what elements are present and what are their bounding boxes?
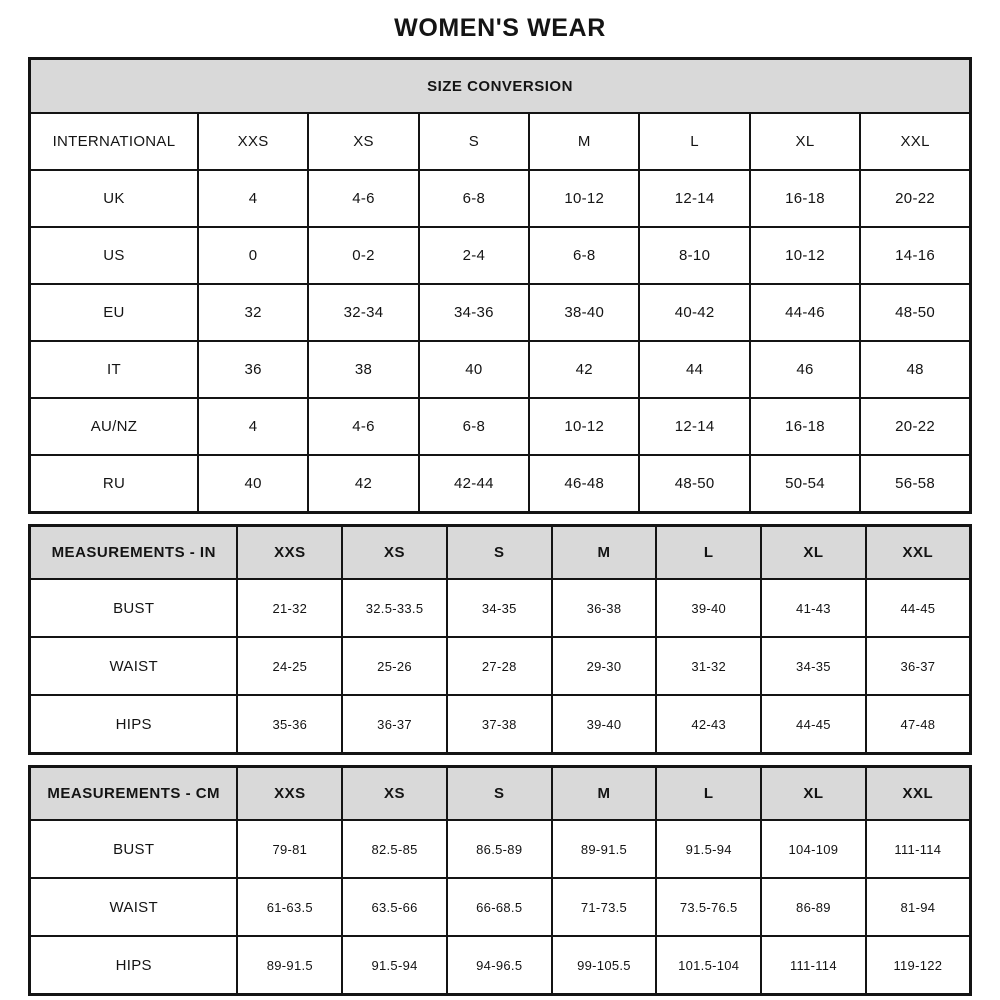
table-row: [30, 170, 971, 227]
data-cell: 10-12: [529, 398, 639, 455]
column-header-m: M: [529, 113, 639, 170]
data-cell: 36-38: [552, 579, 657, 637]
data-cell: 32.5-33.5: [342, 579, 447, 637]
data-cell: 38-40: [529, 284, 639, 341]
size-conversion-title-row: [30, 59, 971, 114]
row-label-it: IT: [30, 341, 198, 398]
data-cell: 44-46: [750, 284, 860, 341]
data-cell: 86.5-89: [447, 820, 552, 878]
data-cell: 47-48: [866, 695, 971, 754]
data-cell: 39-40: [552, 695, 657, 754]
table-row: [30, 341, 971, 398]
column-header-xl: XL: [761, 767, 866, 821]
size-conversion-header-row: [30, 113, 971, 170]
row-label-eu: EU: [30, 284, 198, 341]
data-cell: 56-58: [860, 455, 970, 513]
data-cell: 119-122: [866, 936, 971, 995]
data-cell: 20-22: [860, 170, 970, 227]
table-row: [30, 936, 971, 995]
data-cell: 44: [639, 341, 749, 398]
data-cell: 20-22: [860, 398, 970, 455]
column-header-m: M: [552, 526, 657, 580]
data-cell: 81-94: [866, 878, 971, 936]
measurements-cm-table: [28, 765, 972, 996]
data-cell: 36-37: [866, 637, 971, 695]
row-label-us: US: [30, 227, 198, 284]
column-header-s: S: [447, 526, 552, 580]
column-header-xxs: XXS: [198, 113, 308, 170]
data-cell: 79-81: [237, 820, 342, 878]
data-cell: 44-45: [761, 695, 866, 754]
column-header-xxl: XXL: [866, 767, 971, 821]
data-cell: 27-28: [447, 637, 552, 695]
row-label-waist: WAIST: [30, 637, 238, 695]
table-row: [30, 227, 971, 284]
row-label-uk: UK: [30, 170, 198, 227]
data-cell: 14-16: [860, 227, 970, 284]
data-cell: 91.5-94: [342, 936, 447, 995]
data-cell: 48-50: [860, 284, 970, 341]
data-cell: 16-18: [750, 398, 860, 455]
measurements-in-table: [28, 524, 972, 755]
data-cell: 0: [198, 227, 308, 284]
column-header-l: L: [656, 526, 761, 580]
data-cell: 34-35: [447, 579, 552, 637]
data-cell: 0-2: [308, 227, 418, 284]
column-header-xxs: XXS: [237, 526, 342, 580]
column-header-xxs: XXS: [237, 767, 342, 821]
data-cell: 2-4: [419, 227, 529, 284]
row-label-bust: BUST: [30, 820, 238, 878]
data-cell: 89-91.5: [552, 820, 657, 878]
data-cell: 86-89: [761, 878, 866, 936]
data-cell: 48: [860, 341, 970, 398]
data-cell: 82.5-85: [342, 820, 447, 878]
data-cell: 32-34: [308, 284, 418, 341]
data-cell: 89-91.5: [237, 936, 342, 995]
size-conversion-header-label: INTERNATIONAL: [30, 113, 198, 170]
column-header-l: L: [639, 113, 749, 170]
row-label-waist: WAIST: [30, 878, 238, 936]
data-cell: 63.5-66: [342, 878, 447, 936]
data-cell: 41-43: [761, 579, 866, 637]
column-header-xs: XS: [342, 767, 447, 821]
data-cell: 10-12: [529, 170, 639, 227]
data-cell: 46-48: [529, 455, 639, 513]
data-cell: 61-63.5: [237, 878, 342, 936]
column-header-xxl: XXL: [866, 526, 971, 580]
data-cell: 44-45: [866, 579, 971, 637]
measurements-cm-header-label: MEASUREMENTS - CM: [30, 767, 238, 821]
data-cell: 35-36: [237, 695, 342, 754]
data-cell: 50-54: [750, 455, 860, 513]
data-cell: 73.5-76.5: [656, 878, 761, 936]
table-row: [30, 455, 971, 513]
data-cell: 25-26: [342, 637, 447, 695]
data-cell: 12-14: [639, 398, 749, 455]
data-cell: 42: [308, 455, 418, 513]
data-cell: 42-44: [419, 455, 529, 513]
data-cell: 32: [198, 284, 308, 341]
data-cell: 37-38: [447, 695, 552, 754]
table-row: [30, 820, 971, 878]
data-cell: 104-109: [761, 820, 866, 878]
page-title: WOMEN'S WEAR: [394, 14, 606, 42]
data-cell: 8-10: [639, 227, 749, 284]
measurements-in-header-label: MEASUREMENTS - IN: [30, 526, 238, 580]
data-cell: 4-6: [308, 170, 418, 227]
table-row: [30, 637, 971, 695]
data-cell: 34-36: [419, 284, 529, 341]
column-header-xs: XS: [342, 526, 447, 580]
table-row: [30, 878, 971, 936]
data-cell: 16-18: [750, 170, 860, 227]
data-cell: 101.5-104: [656, 936, 761, 995]
data-cell: 24-25: [237, 637, 342, 695]
data-cell: 40: [198, 455, 308, 513]
column-header-xl: XL: [761, 526, 866, 580]
column-header-xs: XS: [308, 113, 418, 170]
data-cell: 29-30: [552, 637, 657, 695]
column-header-xxl: XXL: [860, 113, 970, 170]
column-header-s: S: [419, 113, 529, 170]
data-cell: 4-6: [308, 398, 418, 455]
data-cell: 40-42: [639, 284, 749, 341]
data-cell: 36-37: [342, 695, 447, 754]
column-header-l: L: [656, 767, 761, 821]
table-row: [30, 695, 971, 754]
column-header-s: S: [447, 767, 552, 821]
data-cell: 42: [529, 341, 639, 398]
data-cell: 66-68.5: [447, 878, 552, 936]
row-label-hips: HIPS: [30, 936, 238, 995]
measurements-in-header-row: [30, 526, 971, 580]
data-cell: 94-96.5: [447, 936, 552, 995]
data-cell: 91.5-94: [656, 820, 761, 878]
column-header-m: M: [552, 767, 657, 821]
row-label-hips: HIPS: [30, 695, 238, 754]
row-label-au-nz: AU/NZ: [30, 398, 198, 455]
data-cell: 10-12: [750, 227, 860, 284]
data-cell: 6-8: [419, 170, 529, 227]
measurements-cm-header-row: [30, 767, 971, 821]
data-cell: 48-50: [639, 455, 749, 513]
data-cell: 12-14: [639, 170, 749, 227]
data-cell: 42-43: [656, 695, 761, 754]
data-cell: 6-8: [529, 227, 639, 284]
data-cell: 4: [198, 398, 308, 455]
data-cell: 36: [198, 341, 308, 398]
data-cell: 4: [198, 170, 308, 227]
data-cell: 38: [308, 341, 418, 398]
size-conversion-table: [28, 57, 972, 514]
data-cell: 21-32: [237, 579, 342, 637]
row-label-bust: BUST: [30, 579, 238, 637]
data-cell: 46: [750, 341, 860, 398]
data-cell: 111-114: [866, 820, 971, 878]
data-cell: 6-8: [419, 398, 529, 455]
data-cell: 40: [419, 341, 529, 398]
data-cell: 99-105.5: [552, 936, 657, 995]
column-header-xl: XL: [750, 113, 860, 170]
table-row: [30, 398, 971, 455]
data-cell: 71-73.5: [552, 878, 657, 936]
table-row: [30, 579, 971, 637]
row-label-ru: RU: [30, 455, 198, 513]
data-cell: 31-32: [656, 637, 761, 695]
size-conversion-title: SIZE CONVERSION: [30, 59, 971, 114]
data-cell: 34-35: [761, 637, 866, 695]
data-cell: 111-114: [761, 936, 866, 995]
table-row: [30, 284, 971, 341]
data-cell: 39-40: [656, 579, 761, 637]
